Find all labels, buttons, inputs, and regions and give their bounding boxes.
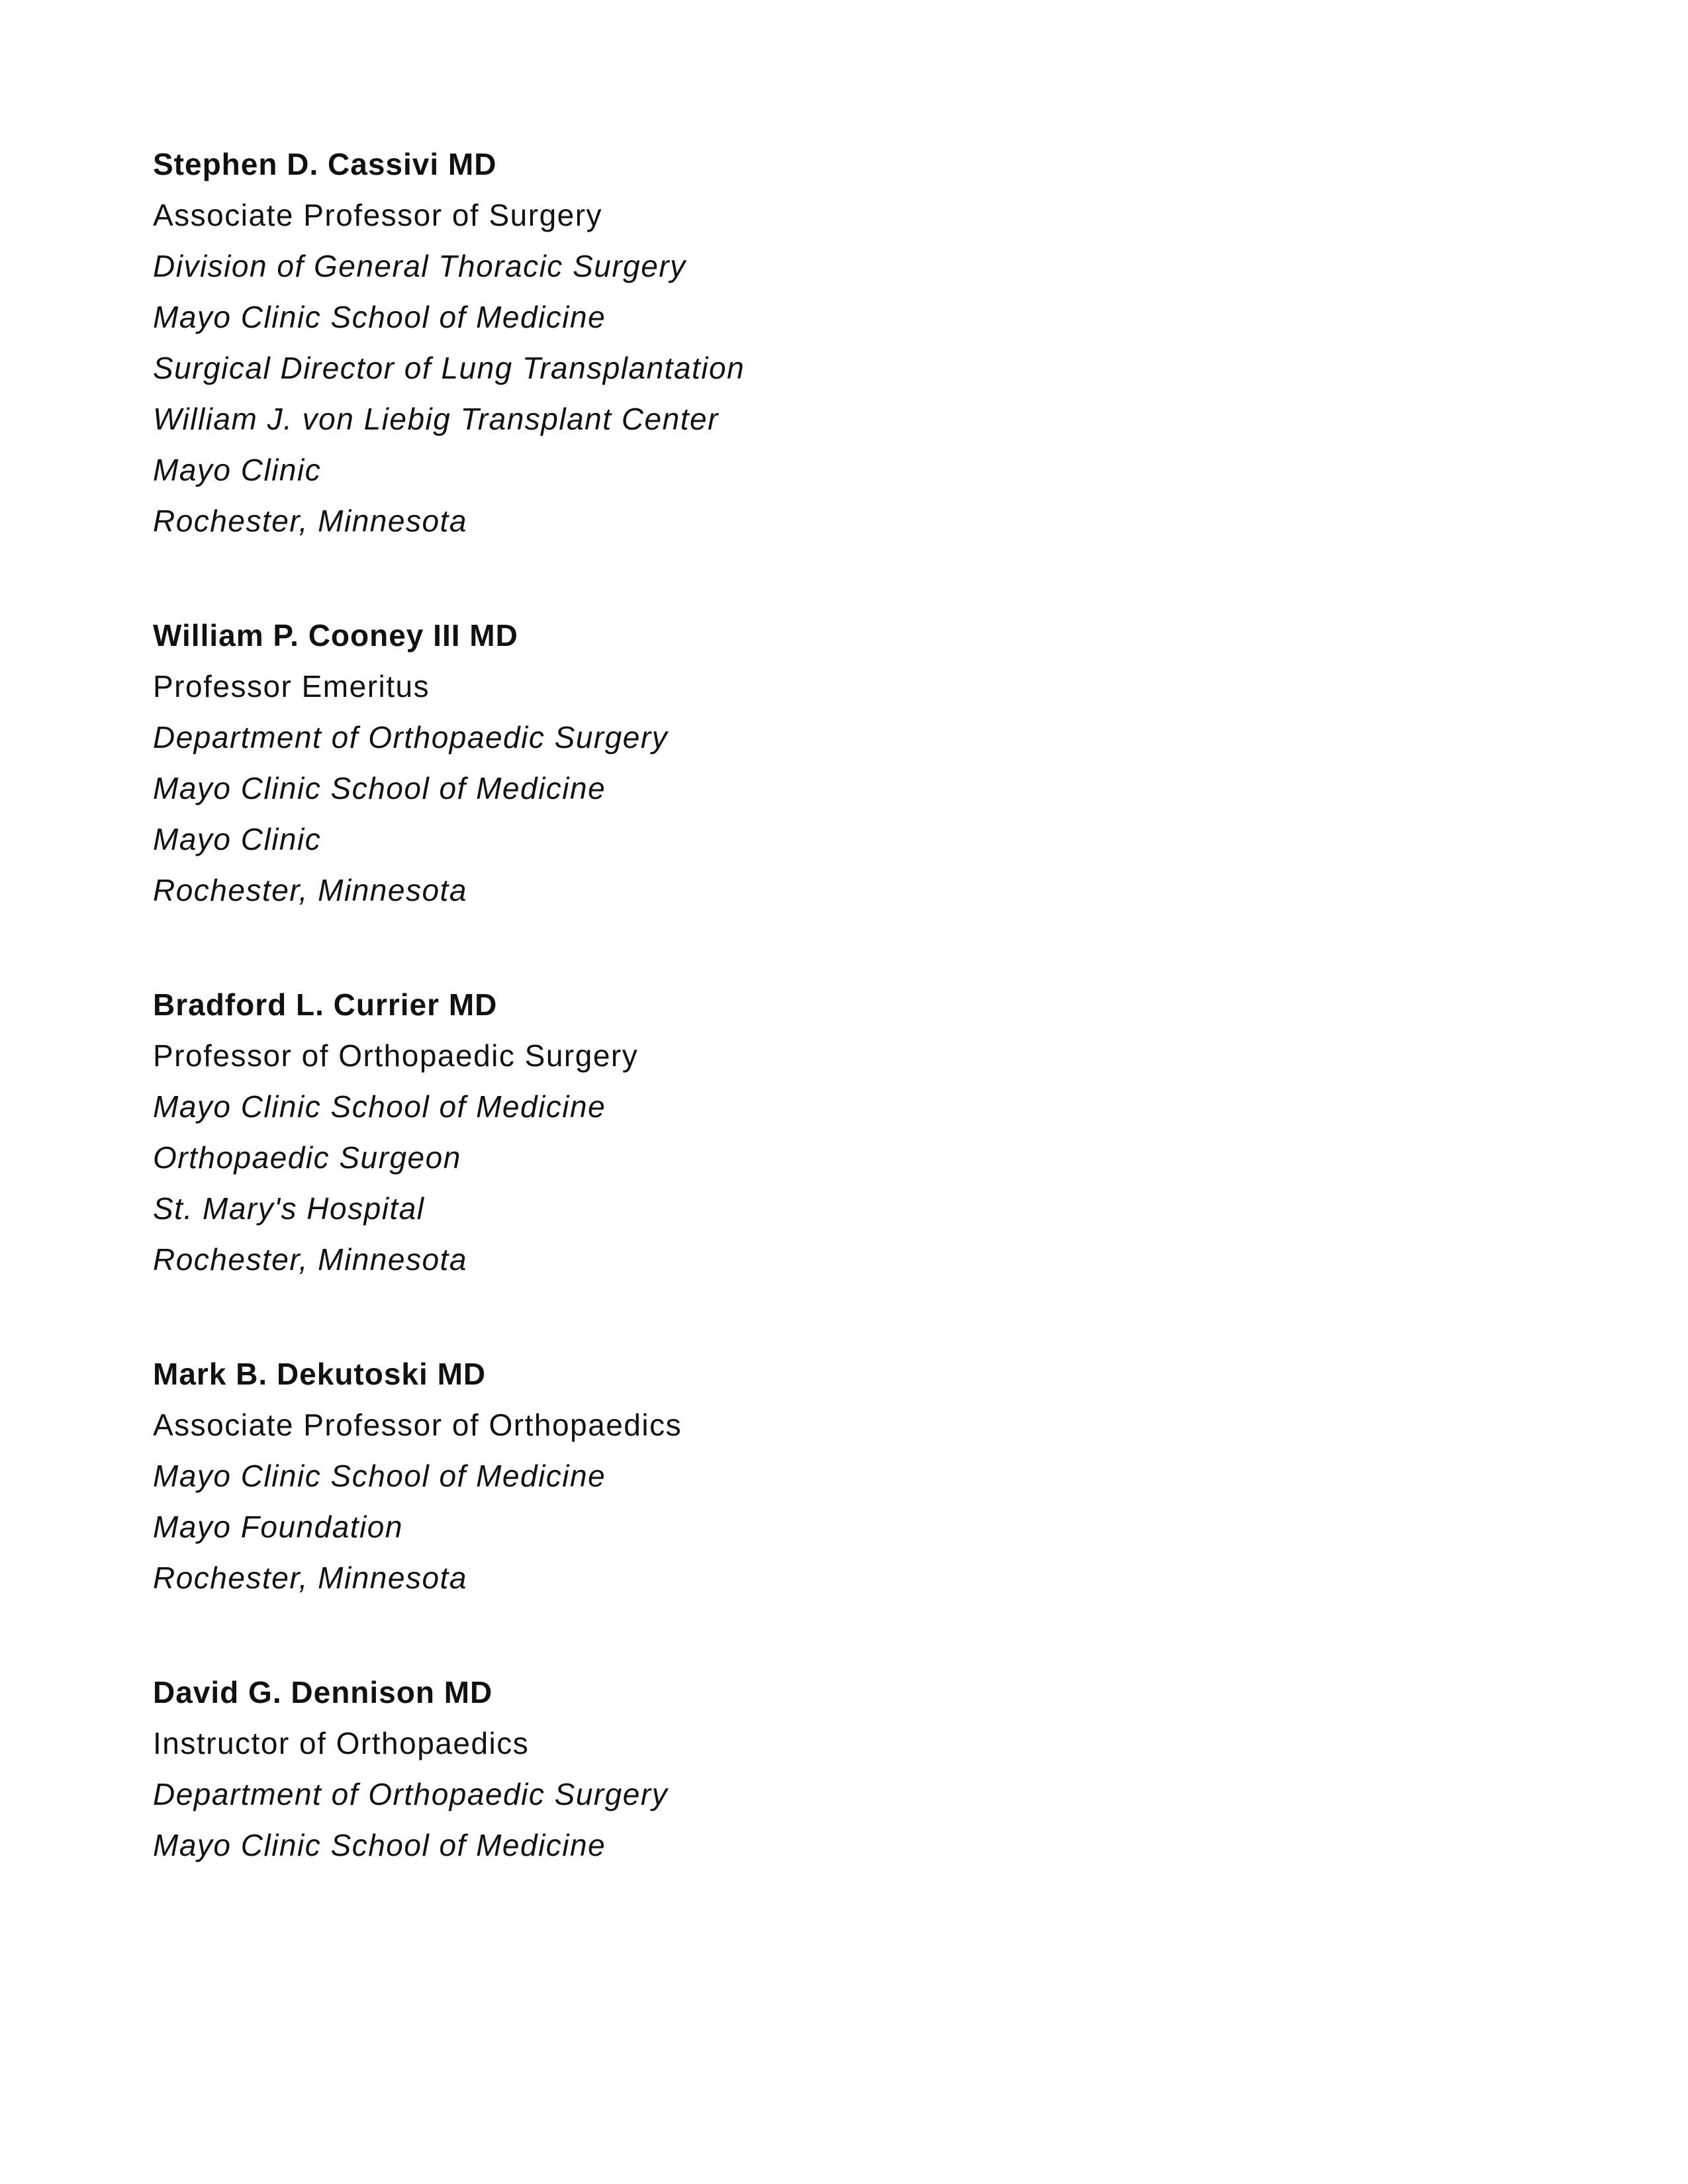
contributor-affiliation: Rochester, Minnesota — [153, 504, 467, 538]
contributor-title: Instructor of Orthopaedics — [153, 1726, 530, 1760]
contributor-affiliation: Rochester, Minnesota — [153, 1561, 467, 1595]
contributor-name: William P. Cooney III MD — [153, 618, 518, 653]
contributor-affiliation: Department of Orthopaedic Surgery — [153, 720, 669, 754]
contributor-affiliation: Mayo Clinic School of Medicine — [153, 300, 606, 334]
contributor-affiliation: Mayo Clinic School of Medicine — [153, 771, 606, 805]
contributor-name: David G. Dennison MD — [153, 1675, 493, 1709]
contributor-list — [153, 139, 1477, 1871]
contributor-entry — [153, 979, 1477, 1285]
contributor-affiliation: Surgical Director of Lung Transplantation — [153, 351, 745, 385]
contributor-title: Associate Professor of Orthopaedics — [153, 1408, 682, 1442]
contributor-entry — [153, 139, 1477, 547]
contributor-affiliation: Department of Orthopaedic Surgery — [153, 1777, 669, 1811]
contributor-affiliation: Mayo Clinic — [153, 453, 322, 487]
contributor-affiliation: Mayo Clinic School of Medicine — [153, 1089, 606, 1124]
contributor-name: Stephen D. Cassivi MD — [153, 147, 497, 181]
contributor-entry — [153, 1349, 1477, 1604]
contributor-affiliation: St. Mary's Hospital — [153, 1191, 425, 1226]
contributor-affiliation: Mayo Clinic — [153, 822, 322, 856]
contributor-affiliation: Rochester, Minnesota — [153, 873, 467, 907]
contributor-affiliation: William J. von Liebig Transplant Center — [153, 402, 719, 436]
contributor-name: Bradford L. Currier MD — [153, 987, 498, 1022]
contributor-affiliation: Mayo Foundation — [153, 1510, 403, 1544]
contributor-affiliation: Mayo Clinic School of Medicine — [153, 1828, 606, 1862]
contributor-entry — [153, 610, 1477, 916]
contributor-title: Professor of Orthopaedic Surgery — [153, 1038, 639, 1073]
contributor-title: Associate Professor of Surgery — [153, 198, 603, 232]
contributor-affiliation: Division of General Thoracic Surgery — [153, 249, 686, 283]
contributor-entry — [153, 1667, 1477, 1871]
contributor-affiliation: Mayo Clinic School of Medicine — [153, 1459, 606, 1493]
contributor-affiliation: Orthopaedic Surgeon — [153, 1140, 461, 1175]
contributor-title: Professor Emeritus — [153, 669, 430, 704]
contributor-name: Mark B. Dekutoski MD — [153, 1357, 487, 1391]
contributor-affiliation: Rochester, Minnesota — [153, 1242, 467, 1277]
